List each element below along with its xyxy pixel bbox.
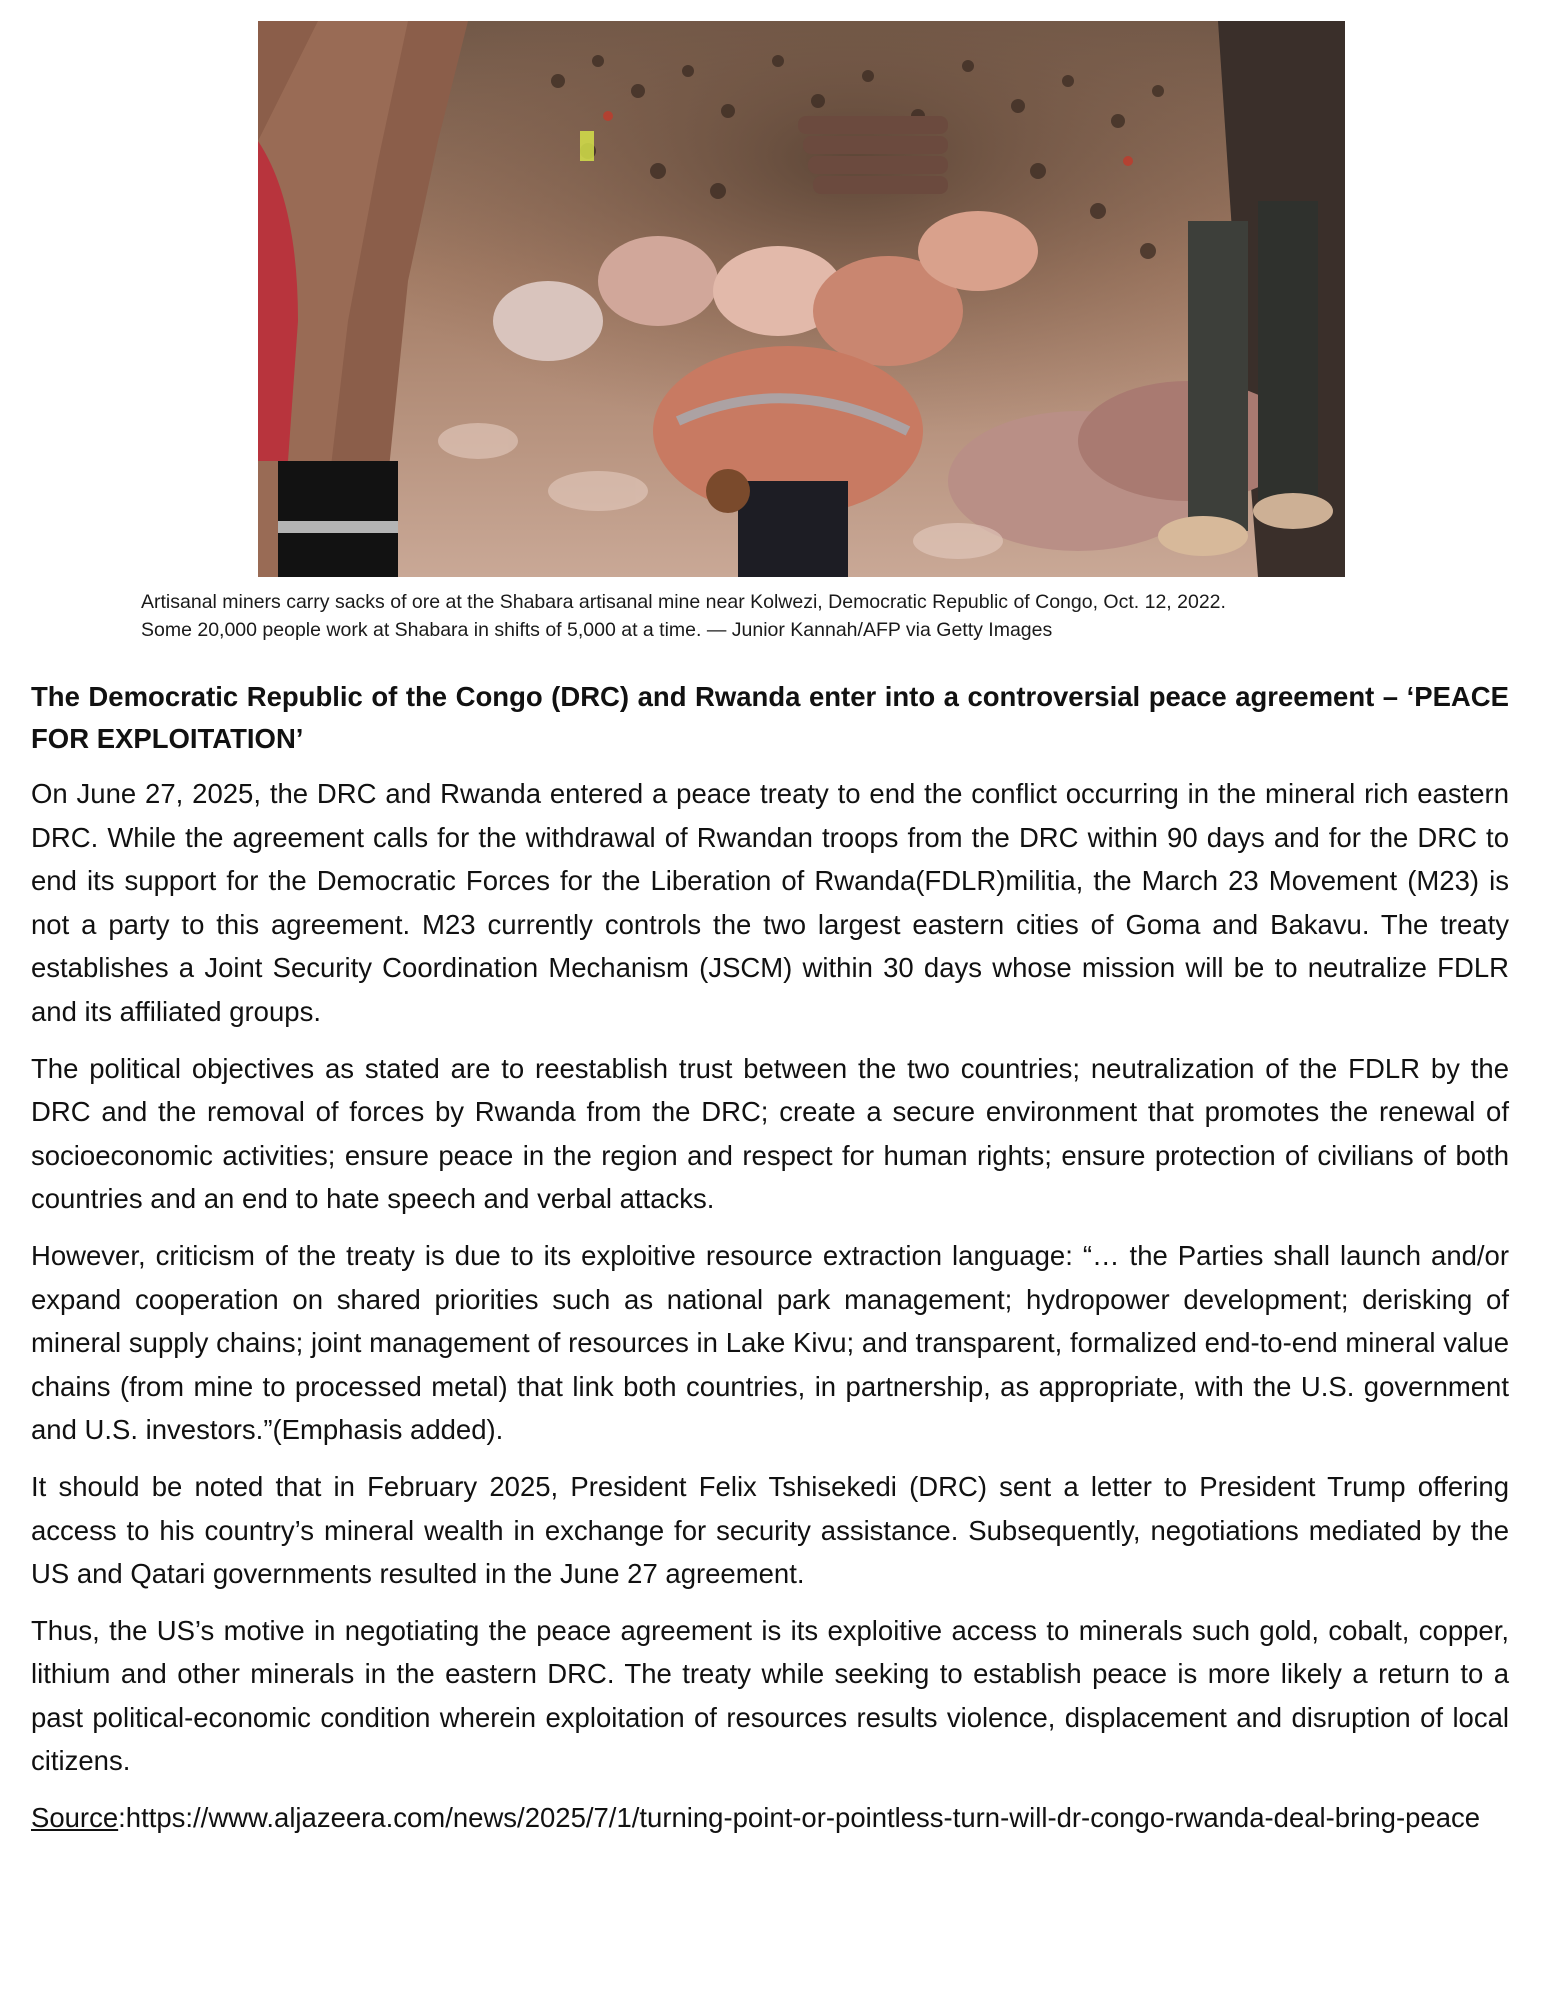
source-separator: : xyxy=(118,1802,126,1834)
paragraph-3: However, criticism of the treaty is due to its exploitive resource extraction language: “… the Parties shall launch and/or expand cooperation on shared priorities such as national park management; hydropower development; derisking of mineral supply chains; joint management of resources in Lake Kivu; and transparent, formalized end-to-end mineral value chains (from mine to processed metal) that link both countries, in partnership, as appropriate, with the U.S. government and U.S. investors.”(Emphasis added). xyxy=(31,1239,1509,1446)
paragraph-5: Thus, the US’s motive in negotiating the peace agreement is its exploitive access to minerals such gold, cobalt, copper, lithium and other minerals in the eastern DRC. The treaty while seeking to establish peace is more likely a return to a past political-economic condition wherein exploitation of resources results violence, displacement and disruption of local citizens. xyxy=(31,1614,1509,1777)
mine-photo xyxy=(258,21,1345,577)
paragraph-4: It should be noted that in February 2025, President Felix Tshisekedi (DRC) sent a letter to President Trump offering access to his country’s mineral wealth in exchange for security assistance. Subsequently, negotiations mediated by the US and Qatari governments resulted in the June 27 agreement. xyxy=(31,1470,1509,1590)
photo-caption xyxy=(141,588,1463,644)
paragraph-1: On June 27, 2025, the DRC and Rwanda entered a peace treaty to end the conflict occurring in the mineral rich eastern DRC. While the agreement calls for the withdrawal of Rwandan troops from the DRC within 90 days and for the DRC to end its support for the Democratic Forces for the Liberation of Rwanda(FDLR)militia, the March 23 Movement (M23) is not a party to this agreement. M23 currently controls the two largest eastern cities of Goma and Bakavu. The treaty establishes a Joint Security Coordination Mechanism (JSCM) within 30 days whose mission will be to neutralize FDLR and its affiliated groups. xyxy=(31,778,1509,1027)
caption-line-1: Artisanal miners carry sacks of ore at the Shabara artisanal mine near Kolwezi, Democratic Republic of Congo, Oct. 12, 2022. xyxy=(141,591,1226,613)
source-url[interactable]: https://www.aljazeera.com/news/2025/7/1/turning-point-or-pointless-turn-will-dr-congo-rwanda-deal-bring-peace xyxy=(125,1802,1481,1834)
source-label: Source xyxy=(31,1802,119,1834)
caption-line-2: Some 20,000 people work at Shabara in shifts of 5,000 at a time. — Junior Kannah/AFP via Getty Images xyxy=(141,619,1053,641)
paragraph-2: The political objectives as stated are to reestablish trust between the two countries; neutralization of the FDLR by the DRC and the removal of forces by Rwanda from the DRC; create a secure environment that promotes the renewal of socioeconomic activities; ensure peace in the region and respect for human rights; ensure protection of civilians of both countries and an end to hate speech and verbal attacks. xyxy=(31,1052,1509,1215)
article-body xyxy=(31,676,1509,1840)
article-headline: The Democratic Republic of the Congo (DRC) and Rwanda enter into a controversial peace agreement – ‘PEACE FOR EXPLOITATION’ xyxy=(31,681,1509,754)
mine-photo-icon xyxy=(258,21,1345,577)
source-line xyxy=(31,1796,1509,1840)
